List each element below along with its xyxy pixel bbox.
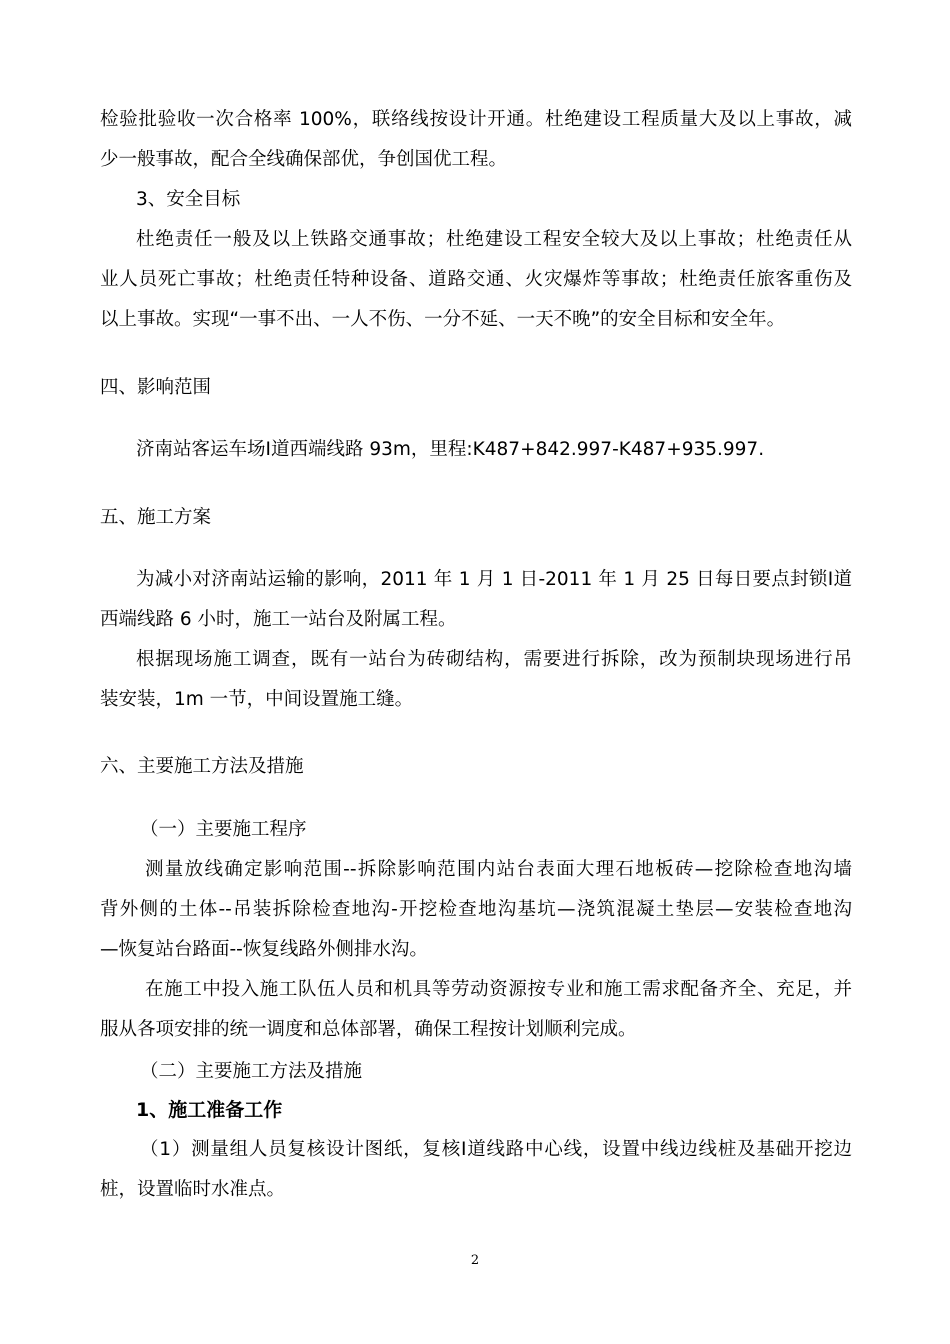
paragraph-line: 为减小对济南站运输的影响，2011 年 1 月 1 日-2011 年 1 月 25 日每日要点封锁Ⅰ道 — [136, 569, 852, 590]
paragraph-line: 济南站客运车场Ⅰ道西端线路 93m，里程:K487+842.997-K487+935.997. — [136, 439, 765, 460]
paragraph-line: 杜绝责任一般及以上铁路交通事故；杜绝建设工程安全较大及以上事故；杜绝责任从 — [136, 229, 852, 250]
paragraph-line: 桩，设置临时水准点。 — [100, 1179, 286, 1200]
section-heading: 3、安全目标 — [136, 189, 241, 210]
section-heading: 六、主要施工方法及措施 — [100, 756, 304, 777]
paragraph-line: 业人员死亡事故；杜绝责任特种设备、道路交通、火灾爆炸等事故；杜绝责任旅客重伤及 — [100, 269, 852, 290]
paragraph-line: 西端线路 6 小时，施工一站台及附属工程。 — [100, 609, 457, 630]
bold-heading: 1、施工准备工作 — [136, 1099, 283, 1121]
subsection-heading: （一）主要施工程序 — [140, 819, 307, 840]
section-heading: 四、影响范围 — [100, 377, 212, 398]
paragraph-line: （1）测量组人员复核设计图纸，复核Ⅰ道线路中心线，设置中线边线桩及基础开挖边 — [140, 1139, 852, 1160]
paragraph-line: —恢复站台路面--恢复线路外侧排水沟。 — [100, 939, 428, 960]
page-number: 2 — [470, 1253, 480, 1268]
paragraph-line: 装安装，1m 一节，中间设置施工缝。 — [100, 689, 414, 710]
paragraph-line: 以上事故。实现“一事不出、一人不伤、一分不延、一天不晚”的安全目标和安全年。 — [100, 309, 786, 330]
paragraph-line: 背外侧的土体--吊装拆除检查地沟-开挖检查地沟基坑—浇筑混凝土垫层—安装检查地沟 — [100, 899, 852, 920]
paragraph-line: 测量放线确定影响范围--拆除影响范围内站台表面大理石地板砖—挖除检查地沟墙 — [145, 859, 852, 880]
paragraph-line: 检验批验收一次合格率 100%，联络线按设计开通。杜绝建设工程质量大及以上事故，减 — [100, 109, 852, 130]
paragraph-line: 根据现场施工调查，既有一站台为砖砌结构，需要进行拆除，改为预制块现场进行吊 — [136, 649, 852, 670]
paragraph-line: 服从各项安排的统一调度和总体部署，确保工程按计划顺利完成。 — [100, 1019, 637, 1040]
paragraph-line: 少一般事故，配合全线确保部优，争创国优工程。 — [100, 149, 508, 170]
paragraph-line: 在施工中投入施工队伍人员和机具等劳动资源按专业和施工需求配备齐全、充足，并 — [145, 979, 852, 1000]
section-heading: 五、施工方案 — [100, 507, 212, 528]
subsection-heading: （二）主要施工方法及措施 — [140, 1061, 363, 1082]
